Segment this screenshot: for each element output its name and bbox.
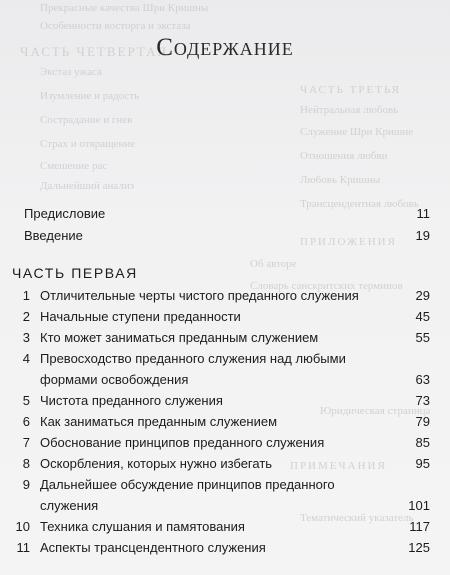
toc-entry-page: 11 bbox=[416, 206, 430, 221]
show-through-text: Прекрасные качества Шри Кришны Особенности восторга и экстаза ЧАСТЬ ЧЕТВЕРТАЯ Экстаз ужаса Изумление и радость Сострадание и гнев Страх и отвращение Смешение рас Дальнейший анализ ЧАСТЬ ТРЕТЬЯ Нейтральная любовь Служение Шри Кришне Отношения любви Любовь Кришны Трансцендентная любовь ПРИЛОЖЕНИЯ Об авторе Словарь санскритских терминов Юридическая страница ПРИМЕЧАНИЯ Тематический указатель bbox=[20, 2, 431, 524]
chapter-number: 4 bbox=[22, 351, 30, 366]
chapter-page: 45 bbox=[415, 309, 430, 324]
chapter-page: 95 bbox=[415, 456, 430, 471]
toc-chapter-5[interactable] bbox=[0, 391, 450, 411]
chapter-title: Как заниматься преданным служением bbox=[40, 414, 278, 429]
chapter-title: Кто может заниматься преданным служением bbox=[40, 330, 319, 345]
toc-chapter-9-continued[interactable] bbox=[0, 496, 450, 516]
chapter-page: 73 bbox=[415, 393, 430, 408]
chapter-page: 125 bbox=[408, 540, 430, 555]
chapter-number: 3 bbox=[22, 330, 30, 345]
chapter-number: 1 bbox=[22, 288, 30, 303]
toc-chapter-3[interactable] bbox=[0, 328, 450, 348]
toc-chapter-6[interactable] bbox=[0, 412, 450, 432]
chapter-number: 5 bbox=[22, 393, 30, 408]
toc-chapter-2[interactable] bbox=[0, 307, 450, 327]
chapter-number: 9 bbox=[22, 477, 30, 492]
chapter-title: Отличительные черты чистого преданного служения bbox=[40, 288, 359, 303]
chapter-title: Оскорбления, которых нужно избегать bbox=[40, 456, 273, 471]
toc-entry-page: 19 bbox=[415, 228, 430, 243]
toc-entry-introduction[interactable] bbox=[0, 226, 450, 246]
chapter-number: 8 bbox=[22, 456, 30, 471]
chapter-title: Чистота преданного служения bbox=[40, 393, 223, 408]
chapter-title: Обоснование принципов преданного служения bbox=[40, 435, 325, 450]
toc-entry-title: Предисловие bbox=[24, 206, 106, 221]
page-title: Содержание bbox=[156, 34, 294, 61]
chapter-title-continued: служения bbox=[40, 498, 99, 513]
toc-entry-title: Введение bbox=[24, 228, 83, 243]
part-heading: ЧАСТЬ ПЕРВАЯ bbox=[12, 265, 138, 281]
chapter-page: 55 bbox=[415, 330, 430, 345]
toc-chapter-1[interactable] bbox=[0, 286, 450, 306]
chapter-title-continued: формами освобождения bbox=[40, 372, 189, 387]
toc-entry-preface[interactable] bbox=[0, 204, 450, 224]
chapter-title: Начальные ступени преданности bbox=[40, 309, 241, 324]
toc-chapter-9[interactable] bbox=[0, 475, 450, 495]
toc-chapter-7[interactable] bbox=[0, 433, 450, 453]
chapter-page: 63 bbox=[415, 372, 430, 387]
chapter-title: Дальнейшее обсуждение принципов преданного bbox=[40, 477, 335, 492]
chapter-page: 85 bbox=[415, 435, 430, 450]
chapter-title: Техника слушания и памятования bbox=[40, 519, 245, 534]
chapter-number: 7 bbox=[22, 435, 30, 450]
chapter-number: 10 bbox=[15, 519, 30, 534]
chapter-title: Превосходство преданного служения над любыми bbox=[40, 351, 346, 366]
chapter-page: 117 bbox=[409, 519, 430, 534]
chapter-page: 79 bbox=[415, 414, 430, 429]
chapter-number: 11 bbox=[16, 540, 30, 555]
toc-chapter-11[interactable] bbox=[0, 538, 450, 558]
chapter-title: Аспекты трансцендентного служения bbox=[40, 540, 266, 555]
toc-chapter-4[interactable] bbox=[0, 349, 450, 369]
chapter-number: 2 bbox=[22, 309, 30, 324]
toc-chapter-4-continued[interactable] bbox=[0, 370, 450, 390]
chapter-page: 29 bbox=[415, 288, 430, 303]
chapter-page: 101 bbox=[408, 498, 430, 513]
chapter-number: 6 bbox=[22, 414, 30, 429]
toc-chapter-10[interactable] bbox=[0, 517, 450, 537]
toc-chapter-8[interactable] bbox=[0, 454, 450, 474]
